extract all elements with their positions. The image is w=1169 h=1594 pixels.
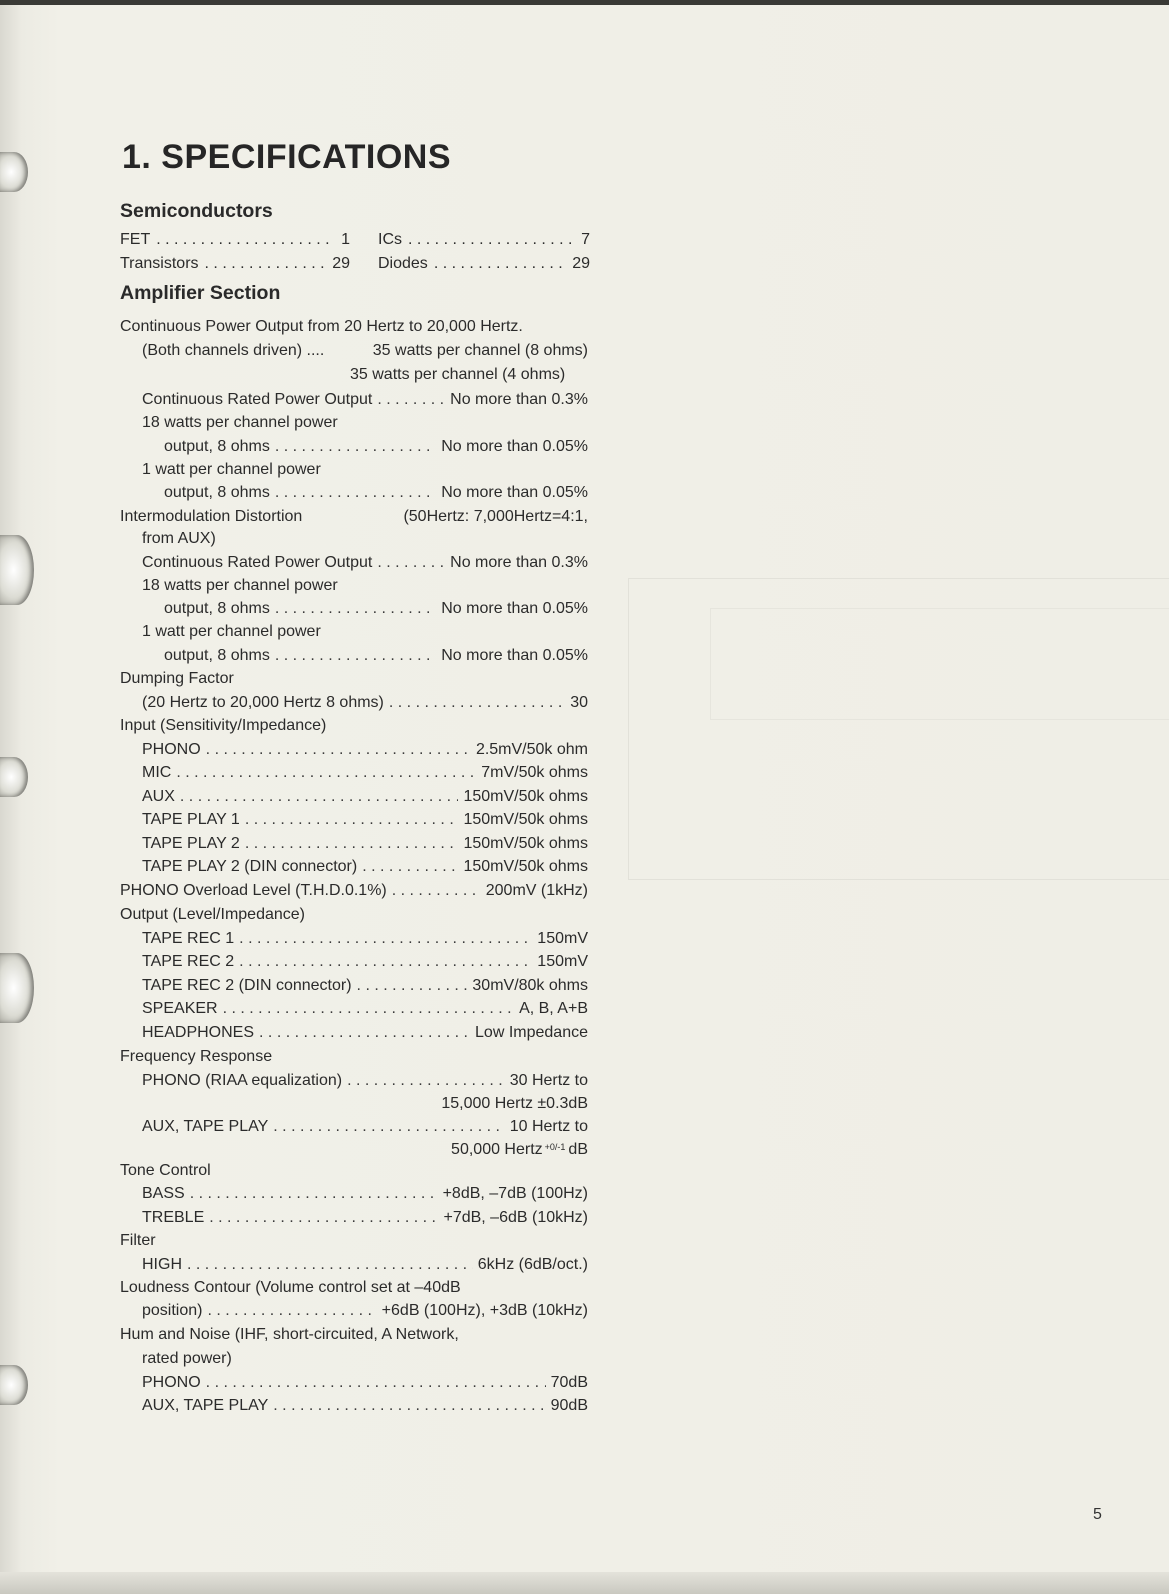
semi-label: FET [120, 231, 151, 248]
spec-value: 150mV/50k ohms [463, 788, 588, 805]
spec-value: No more than 0.05% [441, 600, 588, 617]
spec-label: PHONO Overload Level (T.H.D.0.1%) [120, 882, 387, 899]
semi-label: Transistors [120, 255, 199, 272]
spec-label: PHONO [142, 1374, 201, 1391]
spec-row [142, 1207, 588, 1229]
semiconductors-heading: Semiconductors [120, 200, 273, 222]
spec-row [142, 692, 588, 714]
spec-value: +8dB, –7dB (100Hz) [442, 1185, 588, 1202]
binder-hole [0, 535, 34, 605]
spec-unit: dB [568, 1141, 588, 1158]
spec-label: 1 watt per channel power [142, 461, 321, 478]
spec-label: MIC [142, 764, 172, 781]
spec-row [142, 1070, 588, 1092]
spec-label: 18 watts per channel power [142, 414, 338, 431]
spec-label: TREBLE [142, 1209, 205, 1226]
spec-value: 15,000 Hertz ±0.3dB [441, 1095, 588, 1112]
page-number: 5 [1093, 1506, 1102, 1523]
page-bottom-edge [0, 1572, 1169, 1594]
spec-value: 150mV [537, 953, 588, 970]
spec-value: No more than 0.05% [441, 647, 588, 664]
spec-label: AUX [142, 788, 175, 805]
spec-row [120, 506, 588, 528]
spec-heading: Input (Sensitivity/Impedance) [120, 717, 327, 734]
spec-value: +7dB, –6dB (10kHz) [443, 1209, 588, 1226]
spec-row [164, 645, 588, 667]
binder-hole [0, 953, 34, 1023]
spec-row [142, 1183, 588, 1205]
spec-row [142, 1254, 588, 1276]
binder-hole [0, 152, 28, 192]
spec-label: output, 8 ohms [164, 647, 270, 664]
spec-value: A, B, A+B [519, 1000, 588, 1017]
spec-label: position) [142, 1302, 203, 1319]
spec-row [142, 833, 588, 855]
spec-label: AUX, TAPE PLAY [142, 1118, 269, 1135]
semi-label: Diodes [378, 255, 428, 272]
tolerance-superscript: +0/-1 [544, 1142, 566, 1152]
spec-label: Continuous Rated Power Output [142, 554, 373, 571]
spec-value: No more than 0.05% [441, 438, 588, 455]
spec-row [142, 1395, 588, 1417]
spec-row [142, 856, 588, 878]
spec-value: No more than 0.3% [450, 554, 588, 571]
spec-label: TAPE REC 1 [142, 930, 235, 947]
spec-value: 50,000 Hertz [451, 1141, 543, 1158]
spec-label: TAPE PLAY 2 [142, 835, 240, 852]
semi-value: 7 [581, 231, 590, 248]
spec-heading: Output (Level/Impedance) [120, 906, 305, 923]
spec-value: 30 [570, 694, 588, 711]
spec-value: 150mV [537, 930, 588, 947]
spec-label: TAPE PLAY 2 (DIN connector) [142, 858, 358, 875]
spec-row [142, 1300, 588, 1322]
semiconductor-row [120, 253, 590, 275]
spec-heading: Hum and Noise (IHF, short-circuited, A Network, [120, 1326, 459, 1343]
spec-label: (20 Hertz to 20,000 Hertz 8 ohms) [142, 694, 384, 711]
power-output-line: 35 watts per channel (4 ohms) [350, 366, 566, 383]
spec-heading: Frequency Response [120, 1048, 273, 1065]
spec-row [142, 340, 588, 362]
spec-value: 6kHz (6dB/oct.) [477, 1256, 588, 1273]
spec-heading: Filter [120, 1232, 156, 1249]
spec-value: Low Impedance [475, 1024, 588, 1041]
semi-value: 29 [572, 255, 590, 272]
spec-row [164, 598, 588, 620]
spec-label: PHONO (RIAA equalization) [142, 1072, 343, 1089]
spec-label: output, 8 ohms [164, 438, 270, 455]
spec-row [164, 436, 588, 458]
freq-tolerance-line [420, 1139, 588, 1161]
spec-label: PHONO [142, 741, 201, 758]
spec-value: 30 Hertz to [509, 1072, 588, 1089]
spec-row [142, 739, 588, 761]
spec-label: BASS [142, 1185, 185, 1202]
spec-row [142, 552, 588, 574]
spec-label: Intermodulation Distortion [120, 508, 303, 525]
spec-heading: rated power) [142, 1350, 232, 1367]
spec-heading: Loudness Contour (Volume control set at –40dB [120, 1279, 461, 1296]
binder-hole [0, 757, 28, 797]
spec-row [142, 389, 588, 411]
spec-value: 70dB [550, 1374, 588, 1391]
spec-label: SPEAKER [142, 1000, 218, 1017]
spec-label: 18 watts per channel power [142, 577, 338, 594]
spec-label: AUX, TAPE PLAY [142, 1397, 269, 1414]
spec-value: (50Hertz: 7,000Hertz=4:1, [403, 508, 588, 525]
semiconductor-row [120, 229, 590, 251]
spec-value: 30mV/80k ohms [472, 977, 588, 994]
spec-heading: Dumping Factor [120, 670, 234, 687]
page-top-edge [0, 0, 1169, 5]
spec-label: TAPE REC 2 [142, 953, 235, 970]
spec-value: 2.5mV/50k ohm [475, 741, 588, 758]
spec-row [142, 1022, 588, 1044]
spec-row [164, 482, 588, 504]
power-output-line: Continuous Power Output from 20 Hertz to 20,000 Hertz. [120, 318, 523, 335]
spec-label: TAPE PLAY 1 [142, 811, 240, 828]
spec-label: from AUX) [142, 530, 216, 547]
spec-row [142, 786, 588, 808]
spec-value: No more than 0.3% [450, 391, 588, 408]
semi-value: 29 [332, 255, 350, 272]
bleed-through-panel [710, 608, 1169, 720]
binder-hole [0, 1365, 28, 1405]
spec-value: 150mV/50k ohms [463, 858, 588, 875]
page-title: 1. SPECIFICATIONS [122, 138, 452, 176]
spec-value: 90dB [550, 1397, 588, 1414]
amplifier-heading: Amplifier Section [120, 282, 281, 304]
spec-label: Continuous Rated Power Output [142, 391, 373, 408]
spec-value: 200mV (1kHz) [485, 882, 588, 899]
semi-label: ICs [378, 231, 402, 248]
spec-heading: Tone Control [120, 1162, 211, 1179]
spec-value: 150mV/50k ohms [463, 835, 588, 852]
spec-value: 7mV/50k ohms [481, 764, 588, 781]
spec-row [142, 975, 588, 997]
spec-label: output, 8 ohms [164, 600, 270, 617]
spec-value: No more than 0.05% [441, 484, 588, 501]
spec-row [142, 928, 588, 950]
spec-row [142, 1372, 588, 1394]
spec-label: HEADPHONES [142, 1024, 255, 1041]
spec-value: 150mV/50k ohms [463, 811, 588, 828]
spec-row [120, 880, 588, 902]
spec-row [142, 762, 588, 784]
spec-row [142, 809, 588, 831]
spec-label: HIGH [142, 1256, 182, 1273]
spec-row [142, 951, 588, 973]
spec-label: (Both channels driven) .... [142, 342, 325, 359]
spec-label: TAPE REC 2 (DIN connector) [142, 977, 352, 994]
spec-value: 10 Hertz to [509, 1118, 588, 1135]
spec-row [142, 1116, 588, 1138]
spec-value: +6dB (100Hz), +3dB (10kHz) [381, 1302, 588, 1319]
spec-value: 35 watts per channel (8 ohms) [372, 342, 588, 359]
spec-label: output, 8 ohms [164, 484, 270, 501]
spec-row [142, 998, 588, 1020]
spec-label: 1 watt per channel power [142, 623, 321, 640]
semi-value: 1 [341, 231, 350, 248]
